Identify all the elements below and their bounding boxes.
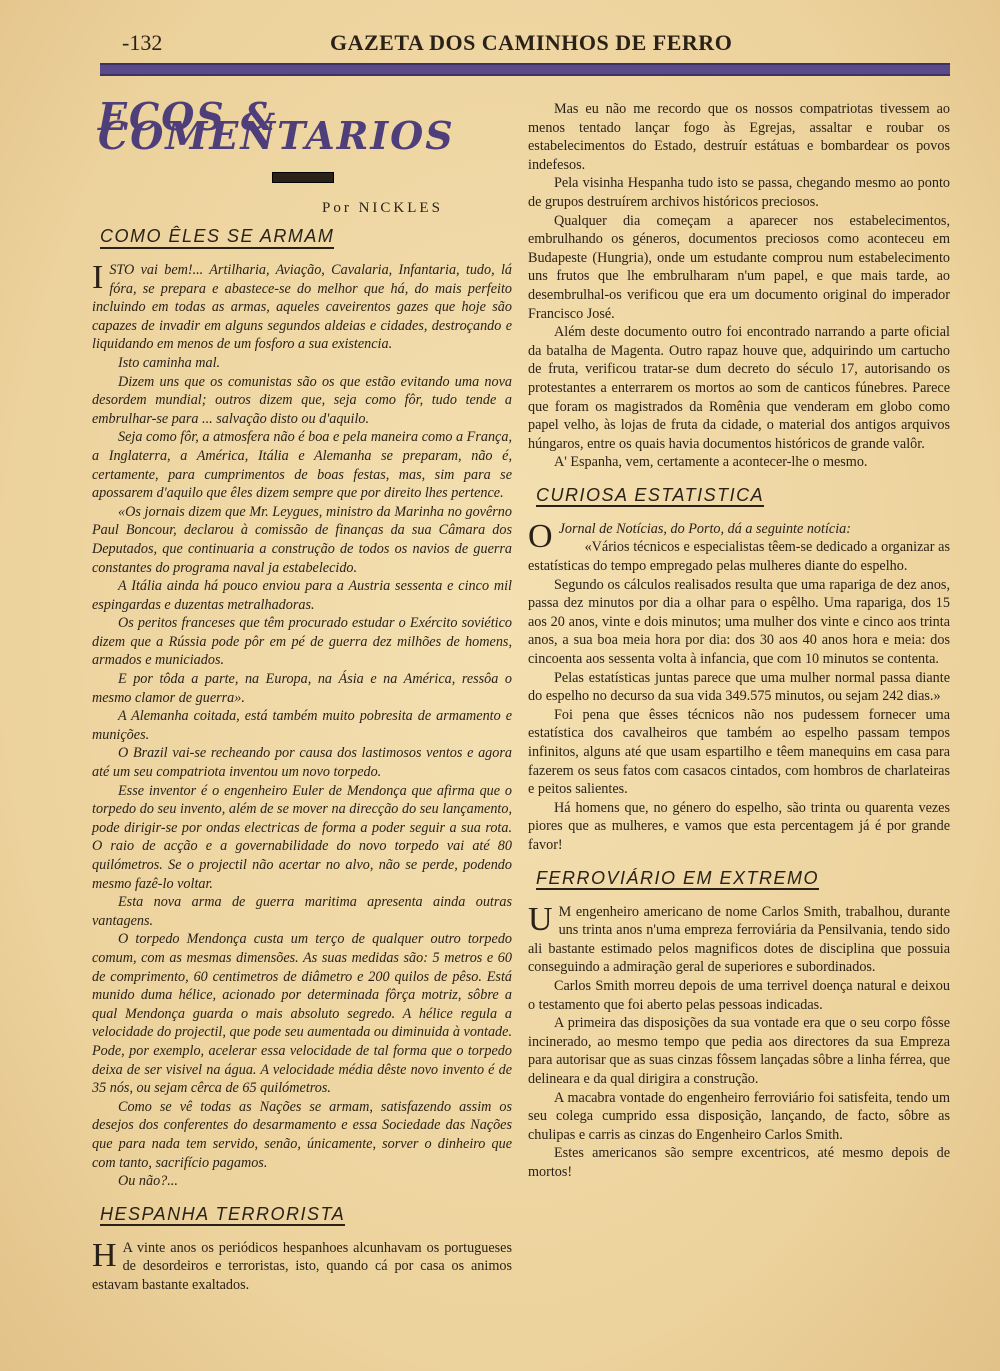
paragraph: Pelas estatísticas juntas parece que uma mulher normal passa diante do espelho no decurso da sua vida 349.575 minutos, ou sejam 242 dias.» <box>528 669 950 705</box>
paragraph: Seja como fôr, a atmosfera não é boa e pela maneira como a França, a Inglaterra, a América, Itália e Alemanha se preparam, não é, certamente, para cumprimentos de boas festas, mas, sim para se apossarem d'aquilo que êles dizem sempre que por direito lhes pertence. <box>92 429 512 502</box>
left-column <box>92 94 512 1294</box>
article-title: ECOS & COMENTARIOS <box>98 94 455 158</box>
paragraph: Há homens que, no género do espelho, são trinta ou quarenta vezes piores que as mulheres, e vamos que esta percentagem já é por grande favor! <box>528 799 950 853</box>
paragraph: A Alemanha coitada, está também muito pobresita de armamento e munições. <box>92 708 512 743</box>
paragraph: U M engenheiro americano de nome Carlos Smith, trabalhou, durante uns trinta anos n'uma empreza ferroviária da Pensilvania, tendo sido ali bastante estimado pelos magnificos dotes de disciplina que possuia conseguindo a admiração geral de superiores e subordinados. <box>528 900 950 976</box>
page-number: -132 <box>122 30 163 55</box>
right-column <box>528 100 950 1181</box>
paragraph: Pela visinha Hespanha tudo isto se passa, chegando mesmo ao ponto de grupos destruírem archivos históricos preciosos. <box>528 175 950 210</box>
page-header <box>100 30 950 60</box>
paragraph: Dizem uns que os comunistas são os que estão evitando uma nova desordem mundial; outros dizem que, seja como fôr, tudo tende a embrulhar-se para ... salvação disto ou d'aquilo. <box>92 373 512 427</box>
section-heading-armam: COMO ÊLES SE ARMAM <box>100 227 334 249</box>
paragraph: Esta nova arma de guerra maritima apresenta ainda outras vantagens. <box>92 894 512 929</box>
paragraph: Qualquer dia começam a aparecer nos estabelecimentos, embrulhando os géneros, documentos preciosos como aconteceu em Budapeste (Hungria), onde um estudante comprou num estabelecimento uns frutos que lhe embrulharam n'um papel, e que mais tarde, ao desembrulhal-os verificou que era um documento original do imperador Francisco José. <box>528 212 950 322</box>
paragraph: Mas eu não me recordo que os nossos compatriotas tivessem ao menos tentado lançar fogo às Egrejas, assaltar e roubar os estabelecimentos do Estado, destruír estátuas e bombardear os povos indefesos. <box>528 101 950 173</box>
paragraph: Além deste documento outro foi encontrado narrando a parte oficial da batalha de Magenta. Outro rapaz houve que, adquirindo um cartucho de fruta, verificou tratar-se dum decreto do século 17, autorisando os protestantes a enterrarem os mortos ao som de canticos fúnebres. Parece que foram os magistrados da Romênia que venderam em globo como papel velho, às lojas de fruta da cidade, o material dos antigos arquivos húngaros, entre os quais havia documentos históricos de grande valôr. <box>528 324 950 452</box>
paragraph: Foi pena que êsses técnicos não nos pudessem fornecer uma estatística dos cavalheiros que também ao espelho passam tempos infinitos, alguns até que usam espartilho e têem manequins em casa para fazerem os seus fatos com casacos cintados, com hombros de charlateiras e peitos salientes. <box>528 706 950 798</box>
section-heading-estatistica: CURIOSA ESTATISTICA <box>536 486 764 508</box>
paragraph: O Brazil vai-se recheando por causa dos lastimosos ventos e agora até um seu compatriota inventou um novo torpedo. <box>92 745 512 781</box>
section-heading-ferroviario: FERROVIÁRIO EM EXTREMO <box>536 869 819 891</box>
paragraph: A Itália ainda há pouco enviou para a Austria sessenta e cinco mil espingardas e duzentas metralhadoras. <box>92 578 512 613</box>
paragraph: A primeira das disposições da sua vontade era que o seu corpo fôsse incinerado, ao mesmo tempo que pedia aos directores da sua Empreza para autorisar que as suas cinzas fôssem lançadas sôbre a linha férrea, que delineara e da qual dirigira a construção. <box>528 1015 950 1087</box>
drop-cap: I <box>92 259 104 296</box>
paragraph: E por tôda a parte, na Europa, na Ásia e na América, ressôa o mesmo clamor de guerra». <box>92 671 512 706</box>
title-ornament <box>272 172 334 183</box>
paragraph: Carlos Smith morreu depois de uma terrivel doença natural e deixou o testamento que foi aberto pelas pessoas indicadas. <box>528 977 950 1013</box>
paragraph: «Vários técnicos e especialistas têem-se dedicado a organizar as estatísticas do tempo empregado pelas mulheres diante do espelho. <box>528 539 950 575</box>
drop-cap: U <box>528 900 553 938</box>
paragraph: Segundo os cálculos realisados resulta que uma rapariga de dez anos, passa dez minutos por dia a olhar para o espêlho. Uma rapariga, dos 15 aos 20 anos, vinte e dois minutos; uma mulher dos vinte e cinco aos trinta anos, a sua boa meia hora por dia: dos 30 aos 40 anos hora e meia: dos cincoenta aos sessenta volta à infancia, que com 10 minutos se contenta. <box>528 576 950 668</box>
paragraph: Estes americanos são sempre excentricos, até mesmo depois de mortos! <box>528 1145 950 1180</box>
section-heading-hespanha: HESPANHA TERRORISTA <box>100 1205 345 1227</box>
paragraph: A macabra vontade do engenheiro ferroviário foi satisfeita, tendo um seu colega cumprido essa disposição, lançando, de facto, sôbre as chulipas e carris as cinzas do Engenheiro Carlos Smith. <box>528 1089 950 1143</box>
masthead: GAZETA DOS CAMINHOS DE FERRO <box>330 30 733 55</box>
drop-cap: O <box>528 517 553 555</box>
byline: Por NICKLES <box>322 200 443 216</box>
paragraph: «Os jornais dizem que Mr. Leygues, ministro da Marinha no govêrno Paul Boncour, declarou à comissão de finanças da sua Câmara dos Deputados, que continuaria a construção de todos os navios de guerra constantes do programa naval ja estabelecido. <box>92 503 512 576</box>
paragraph: Os peritos franceses que têm procurado estudar o Exército soviético dizem que a Rússia pode pôr em pé de guerra dez milhões de homens, armados e municiados. <box>92 615 512 669</box>
paragraph: Como se vê todas as Nações se armam, satisfazendo assim os desejos dos conferentes do desarmamento e essa Sociedade das Nações que para nada tem servido, senão, únicamente, sorver o dinheiro que com tanto, sacrifício pagamos. <box>92 1098 512 1171</box>
paragraph: Esse inventor é o engenheiro Euler de Mendonça que afirma que o torpedo do seu invento, além de se mover na direcção do seu lançamento, pode dirigir-se por ondas electricas de forma a poder seguir a sua rota. O raio de acção e a governabilidade do novo torpedo vai até 80 quilómetros. Se o projectil não acertar no alvo, não se perde, podendo mesmo fazê-lo voltar. <box>92 782 512 892</box>
paragraph: Isto caminha mal. <box>118 354 221 371</box>
paragraph: O Jornal de Notícias, do Porto, dá a seguinte notícia: <box>528 517 851 555</box>
paragraph: H A vinte anos os periódicos hespanhoes alcunhavam os portugueses de desordeiros e terroristas, isto, quando cá por casa os animos estavam bastante exaltados. <box>92 1236 512 1293</box>
paragraph: Ou não?... <box>118 1173 178 1190</box>
paragraph: ISTO vai bem!... Artilharia, Aviação, Cavalaria, Infantaria, tudo, lá fóra, se prepara e abastece-se do melhor que há, do mais perfeito incluindo em todas as armas, aqueles caveirentos gazes que hoje são capazes de invadir em alguns segundos aldeias e cidades, destroçando e liquidando em menos de um fosforo a sua existencia. <box>92 259 512 353</box>
paragraph: O torpedo Mendonça custa um terço de qualquer outro torpedo comum, com as mesmas dimensões. As suas medidas são: 5 metros e 60 de comprimento, 60 centimetros de diâmetro e 200 quilos de pêso. Está munido duma hélice, acionado por determinada fôrça motriz, sôbre a qual Mendonça guarda o mais absoluto segredo. A hélice regula a velocidade do projectil, que pode seu aumentada ou diminuida à vontade. Pode, por exemplo, acelerar essa velocidade de tal forma que o torpedo deixa de ser visivel na água. A velocidade média dêste novo invento é de 35 nós, ou sejam cêrca de 65 quilómetros. <box>92 931 512 1097</box>
header-rule <box>100 63 950 76</box>
drop-cap: H <box>92 1236 117 1274</box>
paragraph: A' Espanha, vem, certamente a acontecer-lhe o mesmo. <box>554 454 868 471</box>
